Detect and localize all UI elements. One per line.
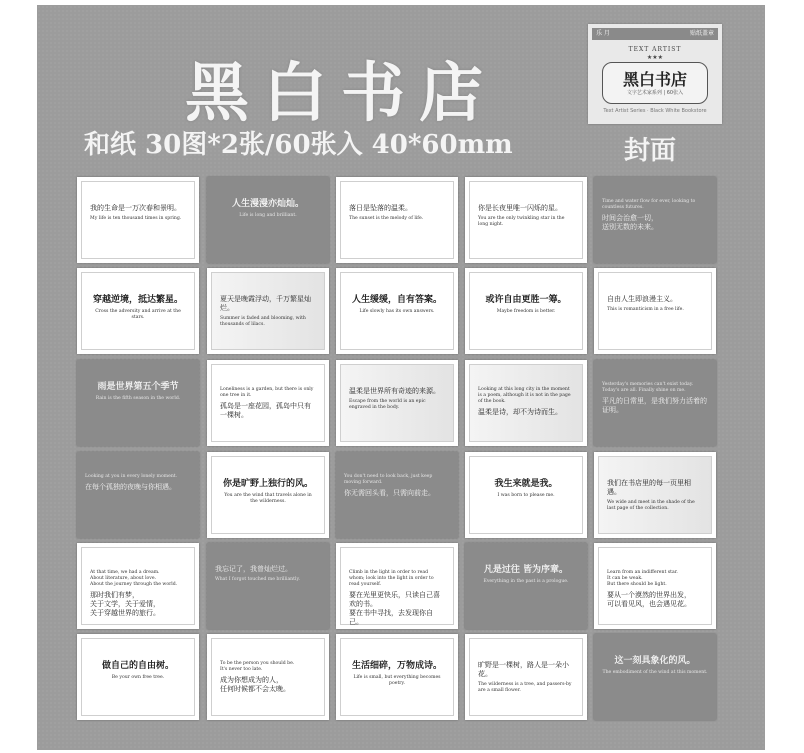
sticker-text bbox=[478, 204, 574, 250]
sticker-card bbox=[594, 634, 716, 720]
sticker-text bbox=[478, 387, 574, 433]
sticker-chinese-text: 做自己的自由树。 bbox=[101, 661, 174, 671]
sticker-card-frame bbox=[469, 272, 583, 350]
sticker-card bbox=[465, 543, 587, 629]
cover-footer: Text Artist Series · Black White Bookstore bbox=[603, 108, 707, 114]
sticker-english-text: Looking at you in every lonely moment. bbox=[85, 474, 178, 479]
sticker-chinese-text: 成为你想成为的人， 任何时候都不会太晚。 bbox=[220, 676, 290, 693]
sticker-card-frame bbox=[207, 543, 329, 629]
sticker-card bbox=[336, 177, 458, 263]
sticker-card-frame bbox=[211, 272, 325, 350]
sticker-card-frame bbox=[598, 456, 712, 534]
sticker-english-text: Everything in the past is a prologue. bbox=[483, 579, 569, 584]
cover-title: 黑白书店 bbox=[622, 70, 687, 89]
sticker-text bbox=[349, 387, 445, 433]
sticker-text bbox=[90, 661, 186, 707]
sticker-text bbox=[220, 387, 316, 433]
sticker-chinese-text: 时间会治愈一切， 送别无数的未来。 bbox=[602, 214, 658, 231]
sticker-text bbox=[602, 382, 708, 438]
sticker-english-text: I was born to please me. bbox=[497, 493, 555, 498]
sticker-chinese-text: 我们在书店里的每一页里相遇。 bbox=[607, 479, 691, 496]
sticker-card bbox=[594, 360, 716, 446]
cover-tag: 贴纸盖章 bbox=[689, 30, 714, 37]
sticker-card-frame bbox=[598, 272, 712, 350]
sticker-english-text: Rain is the fifth season in the world. bbox=[95, 396, 181, 401]
sticker-chinese-text: 我的生命是一万次春和景明。 bbox=[90, 204, 181, 212]
sticker-card-frame bbox=[81, 547, 195, 625]
sticker-chinese-text: 自由人生即浪漫主义。 bbox=[607, 295, 677, 303]
sticker-chinese-text: 你是旷野上独行的风。 bbox=[222, 479, 313, 489]
sticker-card-frame bbox=[594, 177, 716, 263]
sticker-chinese-text: 温柔是世界所有奇迹的来源。 bbox=[349, 387, 440, 395]
sticker-text bbox=[215, 565, 321, 621]
sticker-card bbox=[207, 268, 329, 354]
sticker-text bbox=[349, 570, 445, 626]
sticker-chinese-text: 你无需回头看，只需向前走。 bbox=[344, 489, 435, 497]
sticker-text bbox=[90, 204, 186, 250]
sticker-card bbox=[336, 268, 458, 354]
sticker-chinese-text: 平凡的日常里，是我们努力活着的证明。 bbox=[602, 397, 707, 414]
sticker-card bbox=[465, 634, 587, 720]
sticker-english-text: You are the wind that travels alone in the wilderness. bbox=[224, 493, 312, 504]
sticker-card-frame bbox=[465, 543, 587, 629]
sticker-card bbox=[594, 177, 716, 263]
sticker-card bbox=[207, 360, 329, 446]
sticker-text bbox=[607, 570, 703, 616]
sticker-card bbox=[336, 360, 458, 446]
sticker-text bbox=[349, 204, 445, 250]
sticker-text bbox=[85, 474, 191, 530]
sticker-english-text: This is romanticism in a free life. bbox=[607, 307, 684, 312]
sticker-card bbox=[77, 452, 199, 538]
sticker-card bbox=[336, 452, 458, 538]
sticker-card bbox=[207, 543, 329, 629]
sticker-card bbox=[77, 543, 199, 629]
sticker-english-text: Maybe freedom is better. bbox=[496, 309, 556, 314]
sticker-english-text: Summer is faded and blooming, with thousands of lilacs. bbox=[220, 316, 306, 327]
sticker-card bbox=[465, 360, 587, 446]
sticker-card-frame bbox=[81, 181, 195, 259]
sticker-card bbox=[77, 177, 199, 263]
sticker-text bbox=[215, 199, 321, 255]
sticker-card bbox=[465, 452, 587, 538]
sticker-text bbox=[344, 474, 450, 530]
sticker-card bbox=[336, 543, 458, 629]
sticker-card-frame bbox=[336, 452, 458, 538]
sticker-text bbox=[607, 479, 703, 525]
sticker-card bbox=[207, 177, 329, 263]
sticker-chinese-text: 夏天是晚霞浮动，千万繁星灿烂。 bbox=[220, 295, 311, 312]
sticker-chinese-text: 要在光里更快乐，只读自己喜欢的书。 要在书中寻找，去发现你自己。 bbox=[349, 591, 440, 626]
sticker-chinese-text: 旷野是一棵树，路人是一朵小花。 bbox=[478, 661, 569, 678]
sticker-text bbox=[607, 295, 703, 341]
sticker-chinese-text: 你是长夜里唯一闪烁的星。 bbox=[478, 204, 562, 212]
page-title: 黑白书店 bbox=[185, 56, 497, 131]
sticker-english-text: Loneliness is a garden, but there is only one tree in it. bbox=[220, 387, 314, 398]
sticker-chinese-text: 在每个孤独的夜晚与你相遇。 bbox=[85, 483, 176, 491]
sticker-english-text: Yesterday's memories can't exist today. Today's are all. Finally shine on me. bbox=[602, 382, 694, 393]
sticker-card bbox=[77, 634, 199, 720]
sticker-text bbox=[90, 570, 186, 616]
sticker-english-text: To be the person you should be. It's never too late. bbox=[220, 661, 295, 672]
sticker-card-frame bbox=[77, 360, 199, 446]
sticker-text bbox=[349, 295, 445, 341]
sticker-card-frame bbox=[594, 634, 716, 720]
sticker-english-text: You are the only twinkling star in the long night. bbox=[478, 216, 565, 227]
sticker-card bbox=[465, 177, 587, 263]
sticker-chinese-text: 雨是世界第五个季节 bbox=[97, 382, 179, 392]
sticker-chinese-text: 人生漫漫亦灿灿。 bbox=[231, 199, 304, 209]
cover-brand: 乐 月 bbox=[596, 30, 610, 37]
sticker-card-frame bbox=[598, 547, 712, 625]
sticker-english-text: Looking at this long city in the moment is a poem, although it is not in the page of the book. bbox=[478, 387, 571, 404]
sticker-chinese-text: 穿越逆境，抵达繁星。 bbox=[92, 295, 183, 305]
sticker-english-text: The wilderness is a tree, and passers-by are a small flower. bbox=[478, 682, 572, 693]
sticker-english-text: The sunset is the melody of life. bbox=[349, 216, 424, 221]
sticker-card-frame bbox=[469, 456, 583, 534]
sticker-card bbox=[77, 268, 199, 354]
sticker-english-text: Life slowly has its own answers. bbox=[359, 309, 435, 314]
sticker-text bbox=[478, 479, 574, 525]
cover-top-bar bbox=[592, 28, 718, 40]
sticker-chinese-text: 那时我们有梦， 关于文学，关于爱情， 关于穿越世界的旅行。 bbox=[90, 591, 160, 617]
sticker-card-frame bbox=[594, 360, 716, 446]
sticker-card bbox=[77, 360, 199, 446]
sticker-card bbox=[594, 452, 716, 538]
sticker-card-frame bbox=[469, 364, 583, 442]
sticker-text bbox=[220, 661, 316, 707]
sticker-card-frame bbox=[211, 364, 325, 442]
sticker-card bbox=[594, 543, 716, 629]
sticker-card-frame bbox=[340, 181, 454, 259]
sticker-english-text: You don't need to look back, just keep moving forward. bbox=[344, 474, 433, 485]
sticker-card-frame bbox=[340, 638, 454, 716]
sticker-text bbox=[473, 565, 579, 621]
sticker-card-frame bbox=[77, 452, 199, 538]
sticker-english-text: Life is small, but everything becomes poetry. bbox=[353, 675, 441, 686]
sticker-text bbox=[90, 295, 186, 341]
sticker-card bbox=[207, 634, 329, 720]
sticker-text bbox=[349, 661, 445, 707]
sticker-text bbox=[478, 661, 574, 707]
sticker-card bbox=[465, 268, 587, 354]
sticker-english-text: Cross the adversity and arrive at the stars. bbox=[95, 309, 181, 320]
sticker-text bbox=[602, 656, 708, 712]
sticker-english-text: What I forgot touched me brilliantly. bbox=[215, 577, 300, 582]
cover-artist: TEXT ARTIST bbox=[628, 46, 682, 53]
sticker-chinese-text: 这一刻具象化的风。 bbox=[614, 656, 696, 666]
cover-sticker bbox=[588, 24, 722, 124]
cover-plate bbox=[602, 62, 708, 104]
sticker-card-frame bbox=[81, 638, 195, 716]
sticker-english-text: Be your own free tree. bbox=[111, 675, 165, 680]
sticker-text bbox=[602, 199, 708, 255]
sticker-chinese-text: 我生来就是我。 bbox=[494, 479, 558, 489]
sticker-chinese-text: 人生缓缓，自有答案。 bbox=[351, 295, 442, 305]
sticker-chinese-text: 我忘记了，我曾灿烂过。 bbox=[215, 565, 292, 573]
sticker-chinese-text: 温柔是诗，却不为诗而生。 bbox=[478, 408, 562, 416]
cover-stars: ★★★ bbox=[646, 54, 664, 61]
sticker-card bbox=[336, 634, 458, 720]
sticker-card-frame bbox=[81, 272, 195, 350]
sticker-card-frame bbox=[211, 456, 325, 534]
sticker-english-text: Climb in the light in order to read whom; look into the light in order to read yourself. bbox=[349, 570, 434, 587]
sticker-card-frame bbox=[340, 364, 454, 442]
sticker-chinese-text: 孤岛是一座花园，孤岛中只有一棵树。 bbox=[220, 402, 311, 419]
sticker-chinese-text: 或许自由更胜一筹。 bbox=[485, 295, 567, 305]
product-spec: 和纸 30图*2张/60张入 40*60mm bbox=[84, 130, 513, 160]
sticker-card-frame bbox=[340, 272, 454, 350]
sticker-card bbox=[594, 268, 716, 354]
sticker-text bbox=[220, 295, 316, 341]
cover-label: 封面 bbox=[624, 136, 677, 166]
sticker-text bbox=[220, 479, 316, 525]
sticker-card bbox=[207, 452, 329, 538]
sticker-card-frame bbox=[340, 547, 454, 625]
sticker-english-text: At that time, we had a dream. About literature, about love. About the journey through the world. bbox=[90, 570, 178, 587]
sticker-text bbox=[478, 295, 574, 341]
sticker-card-frame bbox=[469, 638, 583, 716]
sticker-card-frame bbox=[207, 177, 329, 263]
sticker-english-text: Time and water flow for ever, looking to countless futures. bbox=[602, 199, 696, 210]
sticker-chinese-text: 生活细碎，万物成诗。 bbox=[351, 661, 442, 671]
sticker-english-text: Escape from the world is an epic engraved in the body. bbox=[349, 399, 426, 410]
sticker-english-text: Learn from an indifferent star. It can be weak. But there should be light. bbox=[607, 570, 678, 587]
sticker-chinese-text: 凡是过往 皆为序章。 bbox=[483, 565, 569, 575]
sticker-chinese-text: 要从一个漠然的世界出发， 可以看见风，也会遇见花。 bbox=[607, 591, 691, 608]
sticker-english-text: My life is ten thousand times in spring. bbox=[90, 216, 182, 221]
sticker-card-frame bbox=[469, 181, 583, 259]
sticker-chinese-text: 落日是坠落的温柔。 bbox=[349, 204, 412, 212]
cover-subtitle: 文字艺术家系列 | 60张入 bbox=[626, 90, 684, 96]
sticker-english-text: Life is long and brilliant. bbox=[239, 213, 297, 218]
sticker-card-frame bbox=[211, 638, 325, 716]
sticker-english-text: The embodiment of the wind at this moment. bbox=[602, 670, 708, 675]
sticker-english-text: We wide and meet in the shade of the last page of the collection. bbox=[607, 500, 695, 511]
sticker-text bbox=[85, 382, 191, 438]
